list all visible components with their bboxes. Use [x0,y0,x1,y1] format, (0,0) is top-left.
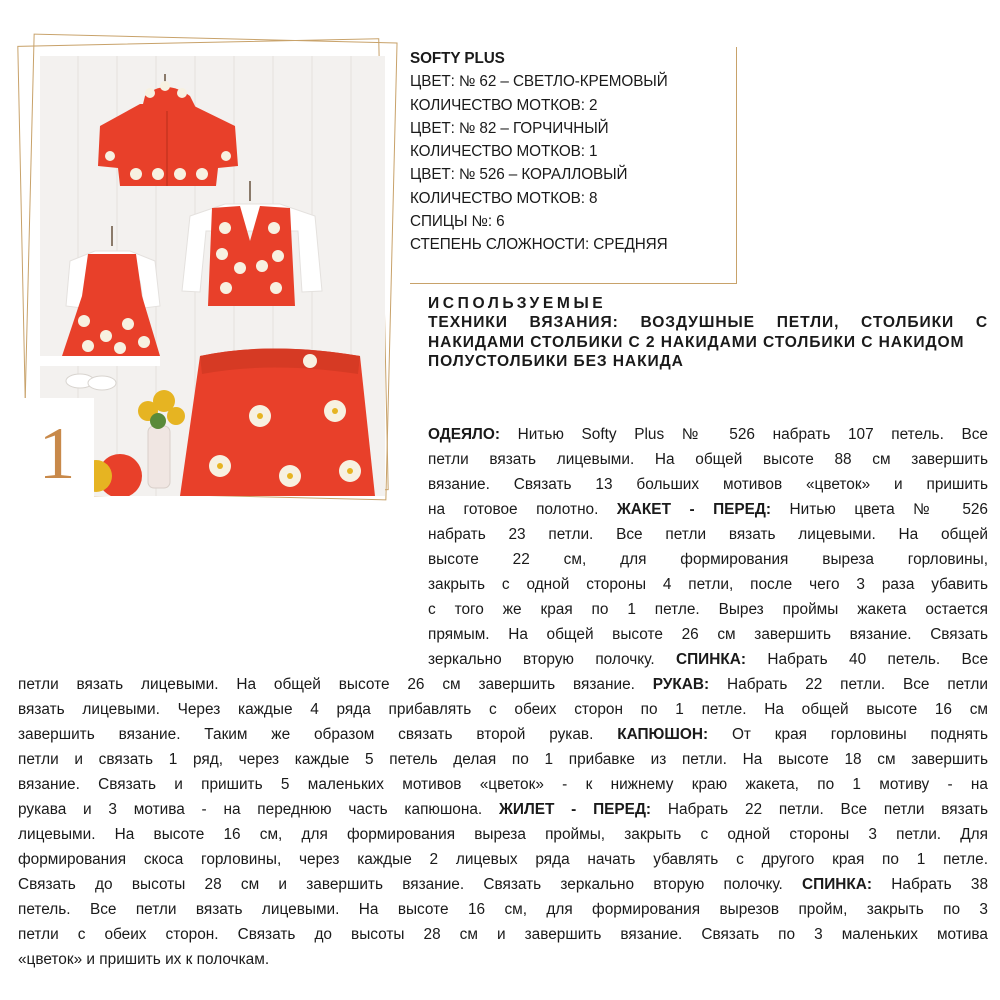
flower-vase [138,390,185,488]
text-line: набрать 23 петли. Все петли вязать лицевыми. На общей [428,526,988,543]
spec-line: ЦВЕТ: № 526 – КОРАЛЛОВЫЙ [410,166,628,184]
techniques-list: ТЕХНИКИ ВЯЗАНИЯ: ВОЗДУШНЫЕ ПЕТЛИ, СТОЛБИКИ С НАКИДАМИ СТОЛБИКИ С 2 НАКИДАМИ СТОЛБИКИ С НАКИДОМ [428,314,988,351]
dress-garment [62,226,160,356]
section-heading-vest-front: ЖИЛЕТ - ПЕРЕД: [498,801,652,818]
text-line: петли и связать 1 ряд, через каждые 5 петель делая по 1 прибавке из петли. На высоте 18 см завершить [18,751,988,768]
text-line: закрыть с одной стороны 4 петли, после чего 3 раза убавить [428,576,988,593]
spec-line: СТЕПЕНЬ СЛОЖНОСТИ: СРЕДНЯЯ [410,236,668,254]
section-heading-hood: КАПЮШОН: [617,726,709,743]
text-line: петли с обеих сторон. Связать до высоты 28 см и завершить вязание. Связать по 3 маленьких мотива [18,926,988,943]
spec-line: СПИЦЫ №: 6 [410,213,505,231]
text-line: ОДЕЯЛО: Нитью Softy Plus № 526 набрать 107 петель. Все [428,426,988,443]
text-line: вязание. Связать 13 больших мотивов «цветок» и пришить [428,476,988,493]
yarn-specs [410,47,737,284]
text-line: формирования скоса горловины, через каждые 2 лицевых ряда начать убавлять с другого края по 1 петле. [18,851,988,868]
text-line: лицевыми. На высоте 16 см, для формирования выреза проймы, закрыть с одной стороны 3 петли. Для [18,826,988,843]
shelf [40,356,160,366]
text-line: прямым. На общей высоте 26 см завершить вязание. Связать [428,626,988,643]
vest-garment [182,181,322,306]
section-heading-back: СПИНКА: [675,651,746,668]
spec-line: ЦВЕТ: № 62 – СВЕТЛО-КРЕМОВЫЙ [410,73,668,91]
text-line: петли вязать лицевыми. На общей высоте 88 см завершить [428,451,988,468]
figure-number: 1 [20,398,94,516]
spec-line: КОЛИЧЕСТВО МОТКОВ: 1 [410,143,598,161]
instructions-column [428,422,988,672]
yarn-name: SOFTY PLUS [410,50,505,67]
text-line: Связать до высоты 28 см и завершить вязание. Связать зеркально вторую полочку. СПИНКА: Набрать 38 [18,876,988,893]
text-line: вязать лицевыми. Через каждые 4 ряда прибавлять с обеих сторон по 1 петле. На общей высоте 16 см [18,701,988,718]
instructions-full-width [18,672,988,972]
spec-line: КОЛИЧЕСТВО МОТКОВ: 2 [410,96,598,114]
section-heading-blanket: ОДЕЯЛО: [428,426,500,443]
text-line: завершить вязание. Таким же образом связать второй рукав. КАПЮШОН: От края горловины поднять [18,726,988,743]
section-heading-sleeve: РУКАВ: [652,676,710,693]
spec-line: ЦВЕТ: № 82 – ГОРЧИЧНЫЙ [410,119,609,137]
text-line: с того же края по 1 петле. Вырез проймы жакета остается [428,601,988,618]
text-line: зеркально вторую полочку. СПИНКА: Набрать 40 петель. Все [428,651,989,668]
text-line: вязание. Связать и пришить 5 маленьких мотивов «цветок» - к нижнему краю жакета, по 1 мотиву - на [18,776,988,793]
text-line: рукава и 3 мотива - на переднюю часть капюшона. ЖИЛЕТ - ПЕРЕД: Набрать 22 петли. Все петли вязать [18,801,988,818]
text-line: высоте 22 см, для формирования выреза горловины, [428,551,988,568]
techniques-heading [428,294,988,371]
text-line: петель. Все петли вязать лицевыми. На высоте 16 см, для формирования вырезов пройм, закрыть по 3 [18,901,988,918]
techniques-last: ПОЛУСТОЛБИКИ БЕЗ НАКИДА [428,352,684,370]
text-line: на готовое полотно. ЖАКЕТ - ПЕРЕД: Нитью цвета № 526 [428,501,988,518]
section-heading-jacket-front: ЖАКЕТ - ПЕРЕД: [616,501,772,518]
techniques-label: ИСПОЛЬЗУЕМЫЕ [428,295,607,312]
jacket-garment [98,74,238,186]
text-line: «цветок» и пришить их к полочкам. [18,951,270,968]
blanket [180,349,375,497]
spec-line: КОЛИЧЕСТВО МОТКОВ: 8 [410,189,598,207]
section-heading-vest-back: СПИНКА: [802,876,873,893]
text-line: петли вязать лицевыми. На общей высоте 26 см завершить вязание. РУКАВ: Набрать 22 петли. Все петли [18,676,988,693]
